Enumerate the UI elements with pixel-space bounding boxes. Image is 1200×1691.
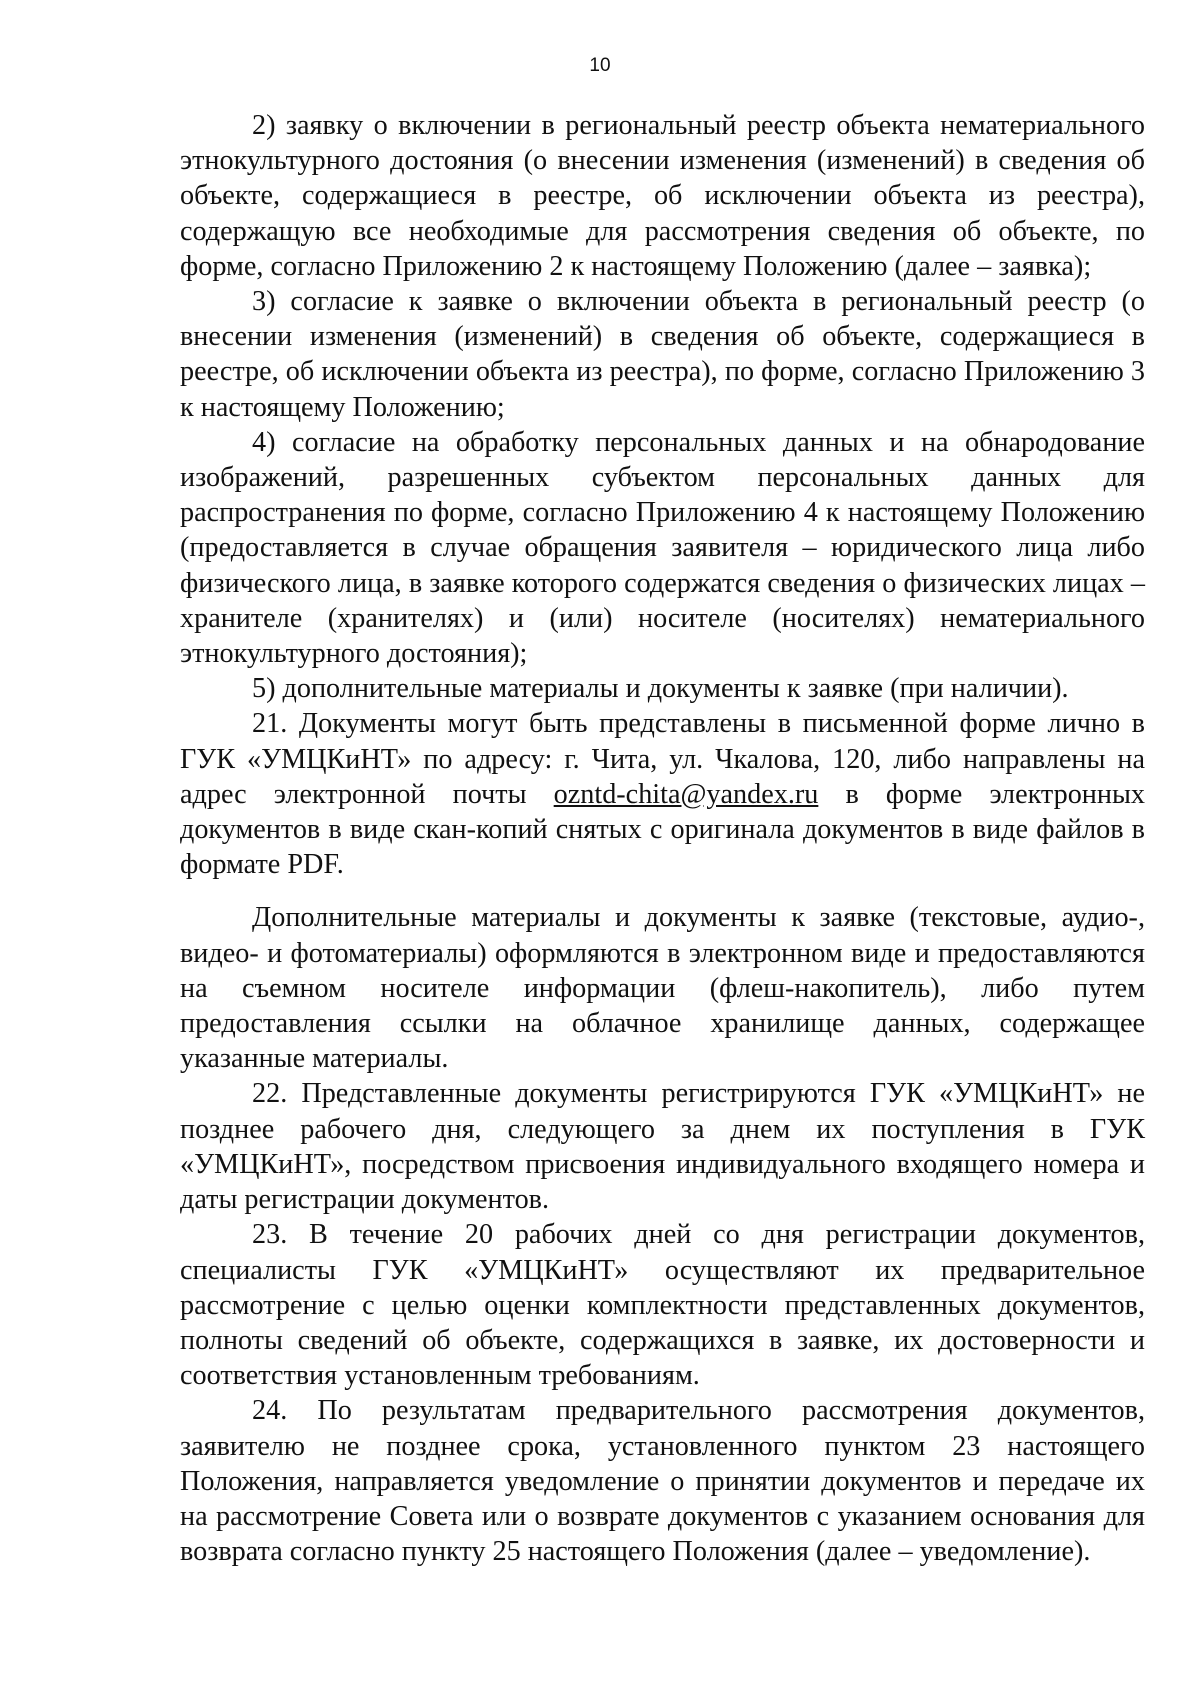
- document-body: [180, 108, 1145, 1569]
- paragraph-clause-22: 22. Представленные документы регистрируются ГУК «УМЦКиНТ» не позднее рабочего дня, следующего за днем их поступления в ГУК «УМЦКиНТ», посредством присвоения индивидуального входящего номера и даты регистрации документов.: [180, 1078, 1145, 1216]
- clause-21-text: 21. Документы могут быть представлены в письменной форме лично в ГУК «УМЦКиНТ» по адресу: г. Чита, ул. Чкалова, 120, либо направлены на адрес электронной почты: [180, 708, 1145, 810]
- paragraph-clause-21: [180, 706, 1145, 882]
- paragraph-item-5: 5) дополнительные материалы и документы к заявке (при наличии).: [252, 673, 1069, 705]
- paragraph-item-4: 4) согласие на обработку персональных данных и на обнародование изображений, разрешенных субъектом персональных данных для распространения по форме, согласно Приложению 4 к настоящему Положению (предоставляется в случае обращения заявителя – юридического лица либо физического лица, в заявке которого содержатся сведения о физических лицах – хранителе (хранителях) и (или) носителе (носителях) нематериального этнокультурного достояния);: [180, 426, 1145, 670]
- paragraph-clause-23: 23. В течение 20 рабочих дней со дня регистрации документов, специалисты ГУК «УМЦКиНТ» осуществляют их предварительное рассмотрение с целью оценки комплектности представленных документов, полноты сведений об объекте, содержащихся в заявке, их достоверности и соответствия установленным требованиям.: [180, 1219, 1145, 1392]
- paragraph-item-2: 2) заявку о включении в региональный реестр объекта нематериального этнокультурного достояния (о внесении изменения (изменений) в сведения об объекте, содержащиеся в реестре, об исключении объекта из реестра), содержащую все необходимые для рассмотрения сведения об объекте, по форме, согласно Приложению 2 к настоящему Положению (далее – заявка);: [180, 110, 1145, 282]
- paragraph-additional-materials: Дополнительные материалы и документы к заявке (текстовые, аудио-, видео- и фотоматериалы) оформляются в электронном виде и предоставляются на съемном носителе информации (флеш-накопитель), либо путем предоставления ссылки на облачное хранилище данных, содержащее указанные материалы.: [180, 902, 1145, 1075]
- clause-21-text-end: в форме электронных документов в виде скан-копий снятых с оригинала документов в виде файлов в формате PDF.: [180, 778, 1145, 881]
- page-number: 10: [589, 55, 611, 76]
- paragraph-clause-24: 24. По результатам предварительного рассмотрения документов, заявителю не позднее срока, установленного пунктом 23 настоящего Положения, направляется уведомление о принятии документов и передаче их на рассмотрение Совета или о возврате документов с указанием основания для возврата согласно пункту 25 настоящего Положения (далее – уведомление).: [180, 1395, 1145, 1568]
- paragraph-item-3: 3) согласие к заявке о включении объекта в региональный реестр (о внесении изменения (изменений) в сведения об объекте, содержащиеся в реестре, об исключении объекта из реестра), по форме, согласно Приложению 3 к настоящему Положению;: [180, 286, 1145, 423]
- email-link[interactable]: ozntd-chita@yandex.ru: [553, 778, 819, 810]
